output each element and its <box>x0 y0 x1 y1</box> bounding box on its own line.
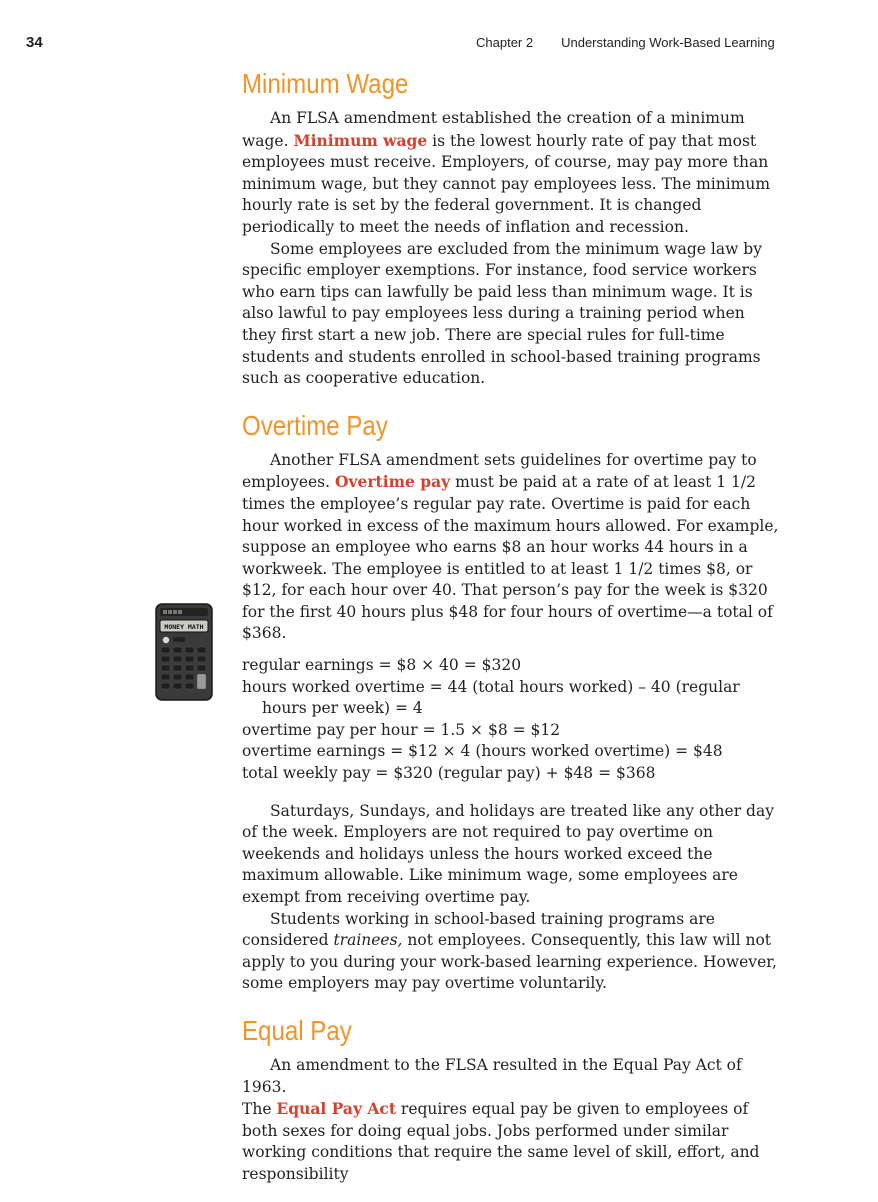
text-run: requires equal pay be given to employees of both sexes for doing equal jobs. Jobs performed under similar working conditions that require the same level of skill, effort, and responsibility <box>242 1100 760 1183</box>
heading-equal-pay: Equal Pay <box>242 1014 352 1046</box>
paragraph <box>242 450 782 645</box>
paragraph: An amendment to the FLSA resulted in the Equal Pay Act of 1963. <box>242 1055 742 1096</box>
main-content <box>242 64 782 1202</box>
key-term-equal-pay-act: Equal Pay Act <box>276 1099 396 1119</box>
math-line: overtime pay per hour = 1.5 × $8 = $12 <box>242 720 561 739</box>
key-term-minimum-wage: Minimum wage <box>293 130 428 150</box>
calculator-label: MONEY MATH <box>164 623 204 631</box>
page-number: 34 <box>26 34 43 51</box>
math-line: total weekly pay = $320 (regular pay) + $48 = $368 <box>242 764 656 783</box>
paragraph <box>242 108 782 239</box>
section-overtime-pay <box>242 406 782 995</box>
emphasis-trainees: trainees, <box>333 931 403 950</box>
text-run: must be paid at a rate of at least 1 1/2 times the employee’s regular pay rate. Overtime is paid for each hour worked in excess of the maximum hours allowed. For example, suppose an employee who earns $8 an hour works 44 hours in a workweek. The employee is entitled to at least 1 1/2 times $8, or $12, for each hour over 40. That person’s pay for the week is $320 for the first 40 hours plus $48 for four hours of overtime—a total of $368. <box>242 473 779 643</box>
section-minimum-wage <box>242 64 782 390</box>
text-run: Students working in school-based training programs are considered <box>242 909 715 950</box>
text-run: An FLSA amendment established the creation of a minimum wage. <box>242 109 745 150</box>
paragraph <box>242 1098 782 1185</box>
chapter-title: Understanding Work-Based Learning <box>561 35 775 50</box>
text-run: Another FLSA amendment sets guidelines for overtime pay to employees. <box>242 450 757 492</box>
text-run: is the lowest hourly rate of pay that most employees must receive. Employers, of course, may pay more than minimum wage, but they cannot pay employees less. The minimum hourly rate is set by the federal government. It is changed periodically to meet the needs of inflation and recession. <box>242 131 771 236</box>
paragraph: Saturdays, Sundays, and holidays are treated like any other day of the week. Employers are not required to pay overtime on weekends and holidays unless the hours worked exceed the maximum allowable. Like minimum wage, some employees are exempt from receiving overtime pay. <box>242 801 774 906</box>
heading-minimum-wage: Minimum Wage <box>242 68 409 99</box>
math-line: overtime earnings = $12 × 4 (hours worked overtime) = $48 <box>242 742 723 761</box>
calculator-icon <box>155 603 213 701</box>
heading-overtime-pay: Overtime Pay <box>242 409 388 441</box>
key-term-overtime-pay: Overtime pay <box>335 472 451 492</box>
section-equal-pay <box>242 1011 782 1186</box>
math-line: hours worked overtime = 44 (total hours worked) – 40 (regular hours per week) = 4 <box>242 677 740 718</box>
money-math-example <box>242 655 782 785</box>
running-head <box>476 35 775 50</box>
chapter-label: Chapter 2 <box>476 35 534 50</box>
paragraph <box>242 909 782 995</box>
text-run: not employees. Consequently, this law will not apply to you during your work-based learning experience. However, some employers may pay overtime voluntarily. <box>242 931 777 993</box>
paragraph: Some employees are excluded from the minimum wage law by specific employer exemptions. For instance, food service workers who earn tips can lawfully be paid less than minimum wage. It is also lawful to pay employees less during a training period when they first start a new job. There are special rules for full-time students and students enrolled in school-based training programs such as cooperative education. <box>242 239 762 388</box>
text-run: The <box>242 1100 277 1119</box>
math-line: regular earnings = $8 × 40 = $320 <box>242 656 522 675</box>
